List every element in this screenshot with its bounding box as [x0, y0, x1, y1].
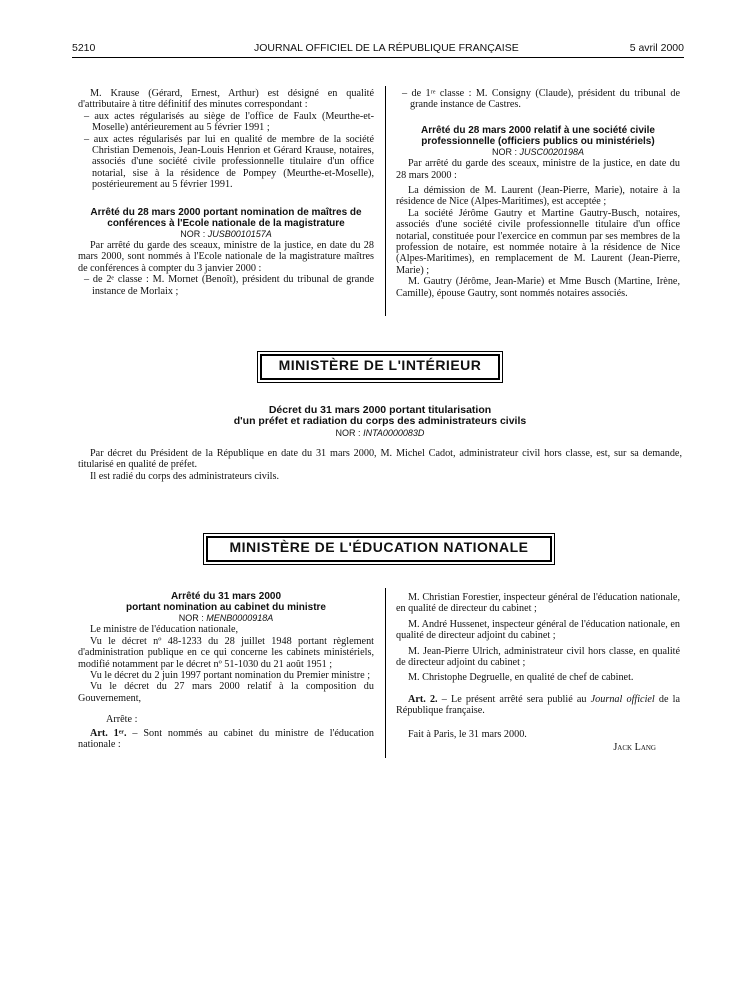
ulrich-paragraph: M. Jean-Pierre Ulrich, administrateur civil hors classe, en qualité de directeur adjoint du cabinet ;: [396, 645, 680, 669]
krause-paragraph: M. Krause (Gérard, Ernest, Arthur) est désigné en qualité d'attributaire à titre définitif des minutes correspondant :: [78, 88, 374, 111]
nor-reference: NOR : INTA0000083D: [335, 428, 425, 438]
arrete-cabinet-title-line1: Arrêté du 31 mars 2000: [170, 591, 282, 602]
article-1: Art. 1ᵉʳ. – Sont nommés au cabinet du ministre de l'éducation nationale :: [78, 727, 374, 751]
garde-des-sceaux-paragraph: Par arrêté du garde des sceaux, ministre de la justice, en date du 28 mars 2000, sont nommés à l'Ecole nationale de la magistrature maîtres de conférences à compter du 3 janvier 2000 :: [78, 240, 374, 274]
mornet-item: – de 2ᵉ classe : M. Mornet (Benoît), président du tribunal de grande instance de Morlaix ;: [84, 274, 374, 297]
decret-title-line1: Décret du 31 mars 2000 portant titularisation: [268, 404, 492, 416]
degruelle-paragraph: M. Christophe Degruelle, en qualité de chef de cabinet.: [408, 672, 634, 684]
radiation-paragraph: Il est radié du corps des administrateurs civils.: [90, 470, 279, 482]
pompey-item: – aux actes régularisés par lui en qualité de membre de la société Christian Demenois, Jean-Louis Henrion et Gérard Krause, notaires, associés d'une société civile professionnelle titulaire d'un office notarial, sise à la résidence de Pompey (Meurthe-et-Moselle), postérieurement au 5 février 1991.: [84, 133, 374, 191]
education-right-column: [396, 592, 680, 753]
top-left-column: [78, 88, 374, 297]
issue-date: 5 avril 2000: [629, 42, 684, 54]
ministry-education-box: [203, 533, 555, 565]
nor-reference: NOR : JUSC0020198A: [491, 146, 585, 157]
consigny-item: – de 1ʳᵉ classe : M. Consigny (Claude), président du tribunal de grande instance de Castres.: [402, 88, 680, 111]
arrete-magistrature-title: Arrêté du 28 mars 2000 portant nomination de maîtres de conférences à l'Ecole nationale de la magistrature: [90, 206, 362, 229]
vu-decret-2000: Vu le décret du 27 mars 2000 relatif à la composition du Gouvernement,: [78, 681, 374, 704]
decret-interieur: [78, 405, 682, 482]
ministry-education-heading: MINISTÈRE DE L'ÉDUCATION NATIONALE: [206, 536, 552, 562]
header-rule: [72, 57, 684, 58]
demission-paragraph: La démission de M. Laurent (Jean-Pierre, Marie), notaire à la résidence de Nice (Alpes-Maritimes), est acceptée ;: [396, 185, 680, 208]
nor-reference: NOR : JUSB0010157A: [180, 228, 272, 239]
hussenet-paragraph: M. André Hussenet, inspecteur général de l'éducation nationale, en qualité de directeur adjoint du cabinet ;: [396, 618, 680, 642]
page-number: 5210: [72, 42, 96, 54]
top-right-column: [396, 88, 680, 299]
forestier-paragraph: M. Christian Forestier, inspecteur général de l'éducation nationale, en qualité de directeur du cabinet ;: [396, 592, 680, 615]
arrete-label: Arrête :: [106, 714, 138, 726]
faulx-item: – aux actes régularisés au siège de l'office de Faulx (Meurthe-et-Moselle) antérieurement au 5 février 1991 ;: [84, 110, 374, 134]
vu-decret-1997: Vu le décret du 2 juin 1997 portant nomination du Premier ministre ;: [90, 670, 371, 682]
journal-title: JOURNAL OFFICIEL DE LA RÉPUBLIQUE FRANÇAISE: [254, 42, 519, 54]
ministre-paragraph: Le ministre de l'éducation nationale,: [90, 624, 239, 636]
ministry-interieur-heading: MINISTÈRE DE L'INTÉRIEUR: [260, 354, 500, 380]
signature: Jack Lang: [613, 742, 656, 754]
fait-a-paris: Fait à Paris, le 31 mars 2000.: [408, 728, 527, 740]
arrete-cabinet-title-line2: portant nomination au cabinet du ministre: [125, 602, 326, 613]
gautry-paragraph: M. Gautry (Jérôme, Jean-Marie) et Mme Busch (Martine, Irène, Camille), épouse Gautry, sont nommés notaires associés.: [396, 276, 680, 299]
ministry-interieur-box: [257, 351, 503, 383]
societe-paragraph: La société Jérôme Gautry et Martine Gautry-Busch, notaires, associés d'une société civile professionnelle titulaire d'un office notarial, constituée pour l'exercice en commun par ses membres de la profession de notaire, est nommée notaire à la résidence de Nice (Alpes-Maritimes), en remplacement de M. Laurent (Jean-Pierre, Marie) ;: [396, 207, 680, 276]
article-2: Art. 2. – Le présent arrêté sera publié au Journal officiel de la République française.: [396, 693, 681, 717]
column-divider: [385, 588, 386, 758]
vu-decret-1948: Vu le décret nº 48-1233 du 28 juillet 1948 portant règlement d'administration publique en ce qui concerne les cabinets ministériels, modifié notamment par le décret nº 51-1030 du 21 août 1951 ;: [78, 635, 374, 670]
education-left-column: [78, 591, 374, 750]
column-divider: [385, 86, 386, 316]
garde-des-sceaux-paragraph: Par arrêté du garde des sceaux, ministre de la justice, en date du 28 mars 2000 :: [396, 158, 680, 181]
nor-reference: NOR : MENB0000918A: [178, 613, 274, 623]
arrete-scp-title: Arrêté du 28 mars 2000 relatif à une société civile professionnelle (officiers publics ou ministériels): [420, 124, 655, 147]
cadot-paragraph: Par décret du Président de la République en date du 31 mars 2000, M. Michel Cadot, administrateur civil hors classe, est, sur sa demande, titularisé en qualité de préfet.: [78, 448, 682, 471]
decret-title-line2: d'un préfet et radiation du corps des administrateurs civils: [233, 415, 527, 427]
